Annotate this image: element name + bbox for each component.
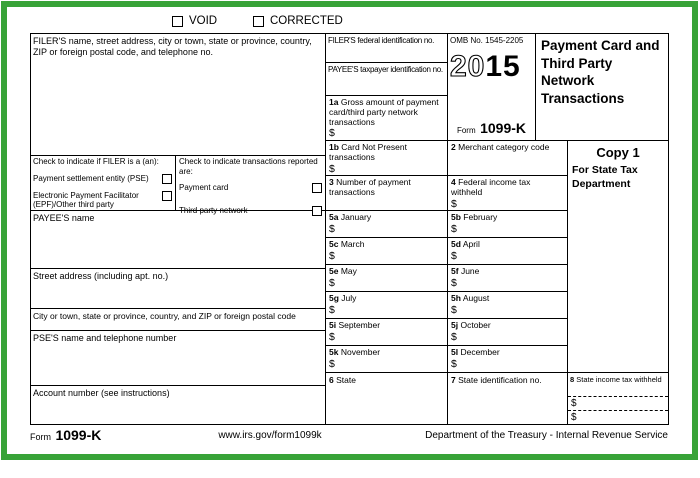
box-label	[451, 348, 563, 358]
corrected-label: CORRECTED	[270, 15, 343, 27]
footer-irs-url[interactable]: www.irs.gov/form1099k	[218, 430, 322, 441]
box-5d-april	[448, 238, 566, 263]
divider	[30, 330, 325, 331]
epf-checkbox[interactable]	[162, 191, 172, 201]
box-number: 5f	[451, 266, 459, 276]
box-number: 1b	[329, 142, 339, 152]
dollar-sign: $	[451, 357, 457, 370]
box-label	[329, 376, 443, 386]
box-number: 5l	[451, 347, 459, 357]
box-label	[451, 376, 563, 386]
box-text: Gross amount of payment card/third party network transactions	[329, 97, 439, 127]
box-number: 5b	[451, 212, 461, 222]
check-transactions-heading: Check to indicate transactions reported are:	[179, 157, 318, 176]
box-text: August	[462, 293, 490, 303]
check-option-payment-card	[179, 183, 322, 193]
box-number: 3	[329, 177, 334, 187]
box-text: State	[336, 375, 356, 385]
dollar-sign: $	[451, 303, 457, 316]
box-5j-october	[448, 319, 566, 344]
divider	[668, 33, 669, 425]
box-number: 5j	[451, 320, 459, 330]
check-option-label: Payment card	[179, 183, 229, 193]
payee-tin-label: PAYEE'S taxpayer identification no.	[328, 65, 443, 74]
form-number-block	[450, 120, 533, 138]
box-7-state-id	[448, 374, 566, 423]
copy-number: Copy 1	[596, 145, 640, 160]
city-label: City or town, state or province, country, and ZIP or foreign postal code	[33, 311, 296, 321]
box-number: 5c	[329, 239, 339, 249]
box-text: State identification no.	[458, 375, 542, 385]
dollar-sign: $	[329, 162, 335, 175]
check-option-label: Third party network	[179, 206, 248, 216]
payment-card-checkbox[interactable]	[312, 183, 322, 193]
box-5g-july	[326, 292, 446, 317]
footer-form-number: 1099-K	[55, 427, 102, 443]
box-label	[451, 294, 563, 304]
filer-federal-id-label: FILER'S federal identification no.	[328, 36, 435, 45]
copy-audience: For State Tax Department	[572, 164, 638, 190]
copy-block	[572, 145, 664, 191]
divider	[30, 33, 669, 34]
dollar-sign: $	[329, 357, 335, 370]
dollar-sign: $	[451, 249, 457, 262]
street-address-label: Street address (including apt. no.)	[33, 271, 169, 281]
omb-block	[450, 36, 533, 138]
omb-number: OMB No. 1545-2205	[450, 36, 524, 45]
footer-department: Department of the Treasury - Internal Revenue Service	[425, 430, 668, 441]
box-text: June	[460, 266, 480, 276]
form-title: Payment Card and Third Party Network Transactions	[541, 38, 660, 106]
check-option-pse	[33, 174, 172, 184]
box-8-state-tax-withheld	[568, 373, 668, 424]
box-text: July	[341, 293, 357, 303]
box-5a-january	[326, 211, 446, 236]
box-label	[451, 240, 563, 250]
box-5h-august	[448, 292, 566, 317]
box-text: September	[338, 320, 381, 330]
year-suffix: 15	[485, 49, 521, 83]
box-6-state	[326, 374, 446, 423]
box-1b-card-not-present	[326, 141, 446, 174]
corrected-checkbox[interactable]	[253, 16, 264, 27]
dollar-sign: $	[329, 276, 335, 289]
box-number: 7	[451, 375, 456, 385]
box-number: 4	[451, 177, 456, 187]
box-label	[329, 213, 443, 223]
box-label	[451, 213, 563, 223]
divider	[30, 308, 325, 309]
footer-form-id	[30, 427, 101, 445]
box-label	[329, 348, 443, 358]
divider	[30, 155, 325, 156]
year-prefix: 20	[450, 49, 486, 83]
box-number: 1a	[329, 97, 339, 107]
box-text: Card Not Present transactions	[329, 142, 407, 162]
box-number: 5g	[329, 293, 339, 303]
dollar-sign: $	[451, 276, 457, 289]
box-label	[329, 178, 443, 198]
box-4-federal-tax-withheld	[448, 176, 566, 209]
box-label	[451, 321, 563, 331]
account-number-label: Account number (see instructions)	[33, 388, 170, 398]
box-5b-february	[448, 211, 566, 236]
dollar-sign: $	[329, 222, 335, 235]
dollar-sign: $	[329, 330, 335, 343]
dollar-sign: $	[568, 396, 668, 410]
check-option-label: Electronic Payment Facilitator (EPF)/Other third party	[33, 190, 139, 209]
form-word: Form	[456, 126, 476, 135]
divider	[30, 268, 325, 269]
divider	[30, 33, 31, 425]
dollar-sign: $	[329, 303, 335, 316]
dollar-sign: $	[451, 222, 457, 235]
box-text: February	[463, 212, 498, 222]
box-text: Federal income tax withheld	[451, 177, 531, 197]
box-text: State income tax withheld	[576, 375, 662, 384]
box-label	[451, 178, 563, 198]
box-label	[329, 294, 443, 304]
filer-name-address-label: FILER'S name, street address, city or town, state or province, country, ZIP or foreign postal code, and telephone no.	[33, 36, 312, 57]
void-label: VOID	[189, 15, 218, 27]
void-checkbox[interactable]	[172, 16, 183, 27]
box-text: November	[340, 347, 381, 357]
box-number: 5d	[451, 239, 461, 249]
box-label	[451, 267, 563, 277]
box-label	[329, 240, 443, 250]
box-label	[329, 267, 443, 277]
form-number: 1099-K	[480, 120, 527, 136]
check-transactions-group	[179, 157, 322, 216]
pse-name-phone-label: PSE'S name and telephone number	[33, 333, 177, 343]
box-5k-november	[326, 346, 446, 371]
box-number: 5a	[329, 212, 339, 222]
divider	[30, 385, 325, 386]
dollar-sign: $	[451, 197, 457, 210]
box-label	[329, 321, 443, 331]
divider	[30, 424, 669, 425]
check-option-epf	[33, 191, 172, 209]
footer-form-word: Form	[30, 432, 51, 442]
box-number: 5i	[329, 320, 337, 330]
box-5f-june	[448, 265, 566, 290]
box-5c-march	[326, 238, 446, 263]
dollar-sign: $	[568, 410, 668, 424]
box-number: 8	[570, 375, 575, 384]
box-text: April	[462, 239, 480, 249]
pse-checkbox[interactable]	[162, 174, 172, 184]
box-5l-december	[448, 346, 566, 371]
box-label	[329, 98, 443, 127]
box-label	[451, 143, 563, 153]
box-3-number-of-transactions	[326, 176, 446, 209]
box-text: October	[460, 320, 491, 330]
dollar-sign: $	[329, 249, 335, 262]
check-filer-heading: Check to indicate if FILER is a (an):	[33, 157, 159, 166]
divider	[325, 62, 447, 63]
divider	[535, 33, 536, 140]
tax-year	[450, 49, 533, 83]
check-option-label: Payment settlement entity (PSE)	[33, 173, 149, 183]
box-text: Number of payment transactions	[329, 177, 411, 197]
box-number: 2	[451, 142, 456, 152]
divider	[175, 155, 176, 210]
payee-name-label: PAYEE'S name	[33, 213, 95, 223]
box-1a-gross-amount	[326, 96, 446, 139]
dollar-sign: $	[329, 127, 335, 140]
box-label	[329, 143, 443, 163]
box-text: January	[340, 212, 372, 222]
box-2-merchant-category	[448, 141, 566, 174]
box-number: 6	[329, 375, 334, 385]
box-5e-may	[326, 265, 446, 290]
box-5i-september	[326, 319, 446, 344]
box-number: 5e	[329, 266, 339, 276]
box-text: December	[460, 347, 500, 357]
box-label	[568, 373, 668, 396]
box-number: 5h	[451, 293, 461, 303]
check-filer-type-group	[33, 157, 172, 209]
box-number: 5k	[329, 347, 339, 357]
dollar-sign: $	[451, 330, 457, 343]
box-text: May	[340, 266, 357, 276]
box-text: March	[340, 239, 365, 249]
box-text: Merchant category code	[458, 142, 550, 152]
